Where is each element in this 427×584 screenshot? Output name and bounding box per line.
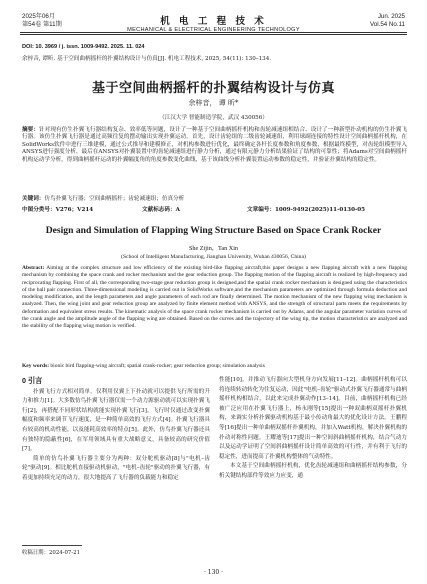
title-cn: 基于空间曲柄摇杆的扑翼结构设计与仿真	[91, 81, 335, 96]
received-date: 收稿日期：2024-07-21	[22, 550, 81, 556]
citation: 余梓音, 谭昕. 基于空间曲柄摇杆的扑翼结构设计与仿真[J]. 机电工程技术, 2025, 54(11): 130–134.	[22, 56, 272, 62]
volume-en: Vol.54 No.11	[370, 21, 405, 28]
body-paragraph: 简单的仿鸟扑翼飞行器主要分为两种：双分舵机驱动[8]与"电机–齿轮"驱动[9]。相比舵机直接驱动机驱动，"电机–齿轮"驱动的扑翼飞行器，有着更加持续充足的动力，很大地提高了飞行器的负载能力和稳定	[22, 455, 210, 481]
header-rule-2	[20, 34, 407, 35]
header-rule	[20, 32, 407, 33]
abstract-cn-label: 摘要：	[22, 127, 39, 133]
issue-date-cn: 2025年06月	[22, 13, 56, 20]
body-paragraph: 本文基于空间曲柄摇杆机构，优化齿轮减速组和曲柄摇杆结构参数，分析关键结构部件等效应力应变，通	[219, 463, 407, 479]
keywords-en-text: bionic bird flapping-wing aircraft; spatial crank-rocker; gear reduction group; simulation analysis	[50, 363, 265, 369]
abstract-en	[22, 265, 407, 331]
body-paragraph: 性能[10]，并推动飞行器向大型机身方向发展[11–12]。曲柄摇杆机构可以将连续转动转化为往复运动，因此"电机–齿轮"驱动式扑翼飞行器通常与曲柄摇杆机构相结合，以此来完成扑翼动作[13–14]。目前，曲柄摇杆机构已经被广泛应用在扑翼飞行器上，杨永刚等[15]提出一种双曲柄双摇杆扑翼机构，来调实分析扑翼驱动机构基于最小传动角最大的优化设计方法。王鹏程等[16]提出一种单曲柄双摇杆扑翼机构，并加入Watt机构，解决扑翼机构的扑动对称性问题。王耀迪等[17]提出一种空间斜曲柄摇杆机构，结合气动力以及运动学证明了空间斜曲柄摇杆设计简单高效的可行性，并有利于飞行的稳定性，进而提高了扑翼机构整体的气动特性。	[219, 377, 407, 460]
keywords-cn	[22, 194, 407, 202]
journal-name-en: MECHANICAL & ELECTRICAL ENGINEERING TECHNOLOGY	[127, 27, 300, 33]
authors-cn: 余梓音， 谭 昕*	[188, 99, 239, 107]
title-en: Design and Simulation of Flapping Wing Structure Based on Space Crank Rocker	[45, 225, 382, 236]
abstract-en-text: Aiming at the complex structure and low efficiency of the existing bird-like flapping aircraft,this paper designs a new flapping aircraft with a new flapping mechanism by combining the space crank and rocker mechanism and the gear reduction group. The flapping motion of the flapping aircraft is realized by high-frequency and reciprocating flapping. First of all, the corresponding two-stage gear reduction group is designed,and the spatial crank rocker mechanism is designed using the characteristics of the ball pair connection. Three-dimensional modeling is carried out in SolidWorks software,and the mechanism parameters are optimized through formula deduction and modeling modification, and the length parameters and angle parameters of each rod are finally determined. The motion mechanism of the new flapping wing mechanism is analyzed. Then, the wing joint and gear reduction group are analyzed by finite element method with ANSYS, and the strength of structural parts meets the requirements by deformation and equivalent stress results. The kinematic analysis of the space crank rocker mechanism is carried out by Adams, and the angular parameter variation curves of the crank angle and the amplitude angle of the flapping wing are obtained. Based on the curves and the trajectory of the wing tip, the motion characteristics are analyzed and the stability of the flapping wing motion is verified.	[22, 265, 407, 330]
footnote-rule	[22, 545, 82, 546]
volume-cn: 第54卷 第11期	[22, 21, 62, 28]
clc-number: 中图分类号：V276；V214	[22, 207, 94, 213]
body-column-left	[22, 376, 210, 484]
document-code: 文献标志码：A	[142, 207, 180, 213]
body-column-right	[219, 376, 407, 482]
affiliation-en: (School of Intelligent Manufacturing, Jianghan University, Wuhan 430056, China)	[121, 254, 306, 260]
keywords-cn-label: 关键词：	[22, 196, 45, 202]
authors-en: She Zijin，Tan Xin	[188, 245, 239, 252]
header-right	[370, 13, 405, 29]
abstract-cn	[22, 127, 407, 164]
keywords-en	[22, 363, 407, 369]
abstract-cn-text: 针对现有仿生扑翼飞行器结构复杂、效率低等问题，设计了一种基于空间曲柄摇杆机构和齿轮减速组相结合、设计了一种新型扑动机构的仿生扑翼飞行器。该仿生扑翼飞行器是通过高频往复的摆动输出实现扑翼运动。首先，设计齿轮组的二级齿轮减速组，利用球副连接的特性设计空间曲柄摇杆机构，在SolidWorks软件中进行三维建模，通过公式推导和建模修正，对机构参数进行优化，最终确定各杆长度参数和角度参数，根据最终模型，对齿轮组模型导入ANSYS进行强度分析，最后在ANSYS对扑翼装置中的齿轮减速组进行静力分析，通过有限元静力分析结果验证了结构的可靠性；将Adams对空间曲柄摇杆机构运动学分析，得到曲柄摇杆运动的扑翼幅度角的角度参数变化曲线，基于该曲线分析扑翼装置运动参数的稳定性，并验证扑翼结构的稳定性。	[22, 127, 407, 163]
journal-header	[0, 13, 427, 33]
affiliation-cn: （江汉大学 智能制造学院，武汉 430056）	[159, 115, 268, 121]
classification-line	[22, 205, 407, 213]
doi: DOI: 10. 3969 / j. issn. 1009-9492. 2025. 11. 024	[22, 44, 145, 50]
keywords-cn-text: 仿鸟扑翼飞行器；空间曲柄摇杆；齿轮减速组；仿真分析	[44, 196, 185, 202]
section-heading: 0 引言	[22, 376, 43, 385]
keywords-en-label: Key words:	[22, 363, 50, 369]
page-number: · 130 ·	[203, 569, 224, 576]
journal-name-cn: 机 电 工 程 技 术	[160, 16, 267, 27]
abstract-en-label: Abstract:	[22, 265, 45, 271]
issue-date-en: Jun. 2025	[377, 13, 405, 20]
body-paragraph: 扑翼飞行方式相对简单，仅利用仅翼上下扑动就可以提供飞行所需的升力和推力[1]。大多数仿鸟扑翼飞行器仅需一个动力源驱动就可以实现扑翼飞行[2]，再搭配不同形状结构就能实现扑翼飞行[3]。飞行时仅通过改变扑翼幅度和频率来调节飞行速度，是一种简单高效的飞行方式[4]。扑翼飞行器具有较高的机动性能，以及能耗高效率的特点[5]。此外，仿鸟扑翼飞行器还具有独特的隐蔽性[6]，在军用领域具有重大战略意义，具备较高的研究价值[7]。	[22, 388, 210, 453]
article-number: 文章编号：1009-9492(2025)11-0130-05	[247, 207, 366, 213]
